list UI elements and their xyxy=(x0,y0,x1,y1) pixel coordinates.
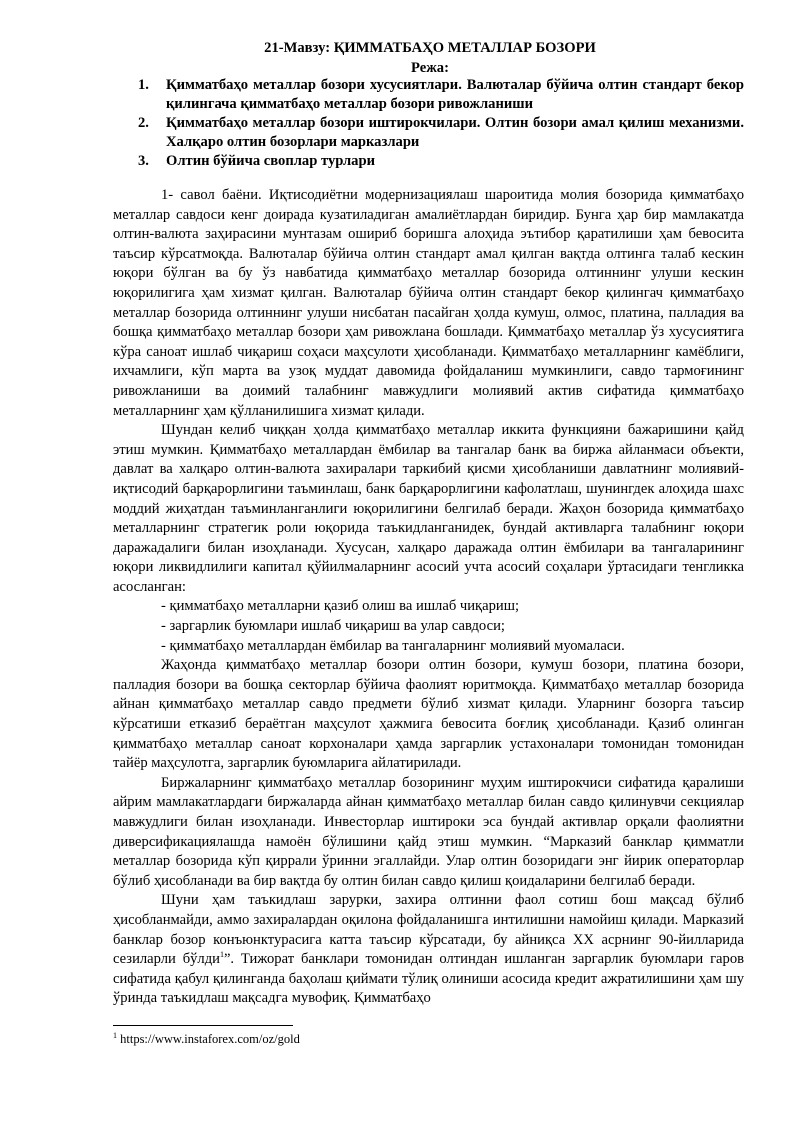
footnote-link[interactable]: https://www.instaforex.com/oz/gold xyxy=(120,1032,300,1046)
body-paragraph: Биржаларнинг қимматбаҳо металлар бозорининг муҳим иштирокчиси сифатида қаралиши айрим мамлакатлардаги биржаларда айнан қимматбаҳо металлар билан савдо қилинувчи секциялар мавжудлиги билан изоҳланади. Инвесторлар иштироки эса бундай активлар орқали фаолиятни диверсификациялашда намоён бўлишини қайд этиш мумкин. “Марказий банклар қимматли металлар бозорида кўп қиррали ўринни эгаллайди. Улар олтин бозоридаги энг йирик операторлар бўлиб ҳисобланади ва бир вақтда бу олтин билан савдо қилиш қоидаларини белгилаб беради. xyxy=(113,774,744,889)
body-paragraph: Шундан келиб чиққан ҳолда қимматбаҳо металлар иккита функцияни бажаришини қайд этиш мумкин. Қимматбаҳо металлардан ёмбилар ва тангалар банк ва биржа айланмаси объекти, давлат ва халқаро олтин-валюта захиралари таркибий қисми ҳисобланиши давлатнинг молиявий-иқтисодий барқарорлигини таъминлаш, банк барқарорлигини кафолатлаш, шунингдек алоҳида шахс моддий жиҳатдан таъминланганлиги юқорилигини белгилаб беради. Жаҳон бозорида қимматбаҳо металларнинг стратегик роли юқорида таъкидланганидек, бундай активларга талабнинг юқори даражадалиги билан изоҳланади. Хусусан, халқаро даражада олтин ёмбилари ва тангаларининг юқори ликвидлилиги капитал қўйилмаларнинг асосий учта асосий соҳалари ўртасидаги тенгликка асосланган: xyxy=(113,422,744,595)
plan-list xyxy=(138,76,744,171)
body-paragraph: Жаҳонда қимматбаҳо металлар бозори олтин бозори, кумуш бозори, платина бозори, палладия бозори ва бошқа секторлар бўйича фаолият юритмоқда. Қимматбаҳо металлар бозорида айнан қимматбаҳо металлар савдо предмети бўлиб хизмат қилади. Уларнинг бозорга таъсир кўрсатиши етказиб бераётган маҳсулот ҳажмига бевосита боғлиқ ҳисобланади. Қазиб олинган қимматбаҳо металлар саноат корхоналари ҳамда заргарлик устахоналари томонидан томонидан тайёр маҳсулотга, заргарлик буюмларига айлатирилади. xyxy=(113,657,744,772)
plan-item-number: 3. xyxy=(138,153,149,169)
plan-item-text: Олтин бўйича своплар турлари xyxy=(166,153,376,169)
document-body xyxy=(113,186,744,1009)
body-paragraph: 1- савол баёни. Иқтисодиётни модернизациялаш шароитида молия бозорида қимматбаҳо металлар савдоси кенг доирада кузатиладиган амалиётлардан биридир. Бунга ҳар бир мамлакатда олтин-валюта заҳирасини мунтазам ошириб боришга алоҳида эътибор қаратилиши ҳам бевосита таъсир кўрсатмоқда. Валюталар бўйича олтин стандарт амал қилган вақтда олтинга талаб кескин юқори бўлган ва бу ўз навбатида қимматбаҳо металлар бозорида олтиннинг улуши кескин юқорилигига ҳам хизмат қилган. Валюталар бўйича олтин стандарт бекор қилингач қимматбаҳо металлар бозорида олтиннинг улуши нисбатан пасайган ҳолда кумуш, олмос, платина, палладия ва бошқа қимматбаҳо металлар бозори ҳам ривожлана бошлади. Қимматбаҳо металлар ўз хусусиятига кўра саноат ишлаб чиқариш соҳаси маҳсулоти ҳисобланади. Қимматбаҳо металларнинг камёблиги, ихчамлиги, кўп марта ва узоқ муддат давомида фойдаланиш мумкинлиги, савдо тармоғининг ривожланиши ва доимий талабнинг мавжудлиги молиявий актив сифатида қимматбаҳо металларнинг ҳам қўлланилишига хизмат қилади. xyxy=(113,187,744,419)
plan-item-number: 2. xyxy=(138,115,149,131)
footnote-separator xyxy=(113,1025,293,1026)
plan-heading: Режа: xyxy=(411,60,449,76)
body-paragraph-text: ”. Тижорат банклари томонидан олтиндан ишланган заргарлик буюмлари гаров сифатида қабул қилинганда баҳолаш қиймати тўлиқ олиниши асосида кредит ажратилишини ҳам шу ўринда таъкидлаш мақсадга мувофиқ. Қимматбаҳо xyxy=(113,951,745,1007)
plan-item xyxy=(138,114,744,152)
plan-item xyxy=(138,152,744,171)
body-paragraph xyxy=(113,891,744,1009)
footnote-reference[interactable]: 1 xyxy=(219,950,224,960)
document-title: 21-Мавзу: ҚИММАТБАҲО МЕТАЛЛАР БОЗОРИ xyxy=(264,40,596,56)
footnote xyxy=(113,1031,300,1047)
list-item: - қимматбаҳо металларни қазиб олиш ва ишлаб чиқариш; xyxy=(161,598,520,615)
footnote-number: 1 xyxy=(113,1030,117,1040)
list-item: - заргарлик буюмлари ишлаб чиқариш ва улар савдоси; xyxy=(161,618,505,635)
plan-item xyxy=(138,76,744,114)
plan-item-text: Қимматбаҳо металлар бозори иштирокчилари. Олтин бозори амал қилиш механизми. Халқаро олтин бозорлари марказлари xyxy=(166,115,744,150)
plan-item-number: 1. xyxy=(138,77,149,93)
list-item: - қимматбаҳо металлардан ёмбилар ва тангаларнинг молиявий муомаласи. xyxy=(161,637,625,654)
body-paragraph-text: Шуни ҳам таъкидлаш зарурки, захира олтинни фаол сотиш бош мақсад бўлиб ҳисобланмайди, аммо захиралардан оқилона фойдаланишга интилишни намойиш қилади. Марказий банклар бозор конъюнктурасига катта таъсир кўрсатади, бу айниқса XX асрнинг 90-йилларида сезиларли бўлди xyxy=(113,892,744,968)
plan-item-text: Қимматбаҳо металлар бозори хусусиятлари. Валюталар бўйича олтин стандарт бекор қилингача қимматбаҳо металлар бозори ривожланиши xyxy=(166,77,744,112)
